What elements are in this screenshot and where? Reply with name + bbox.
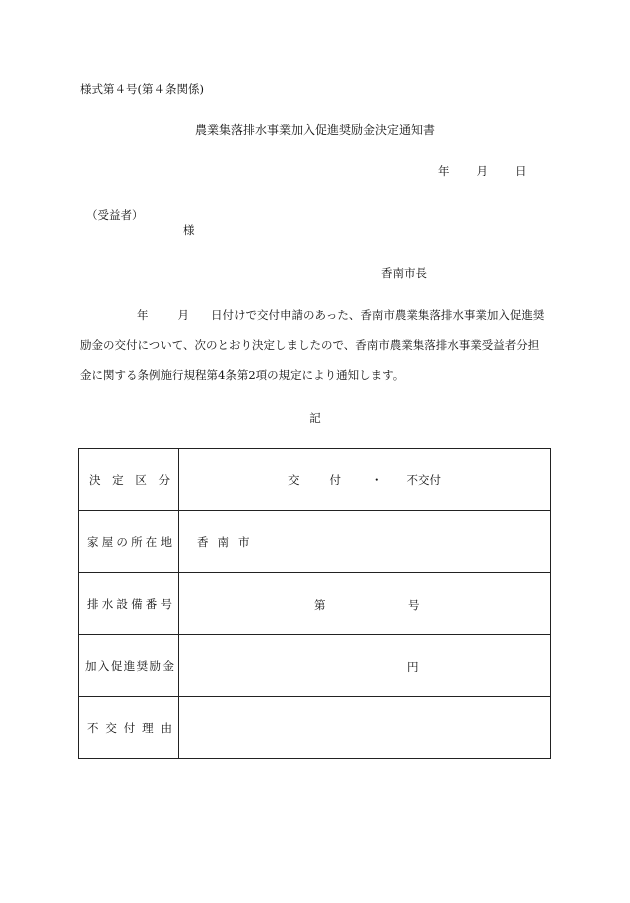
form-number-label: 様式第４号(第４条関係) [80,82,204,96]
document-title: 農業集落排水事業加入促進奨励金決定通知書 [194,123,435,137]
label-subsidy [79,635,179,697]
label-char: 在 [145,534,158,549]
label-equipment-number [79,573,179,635]
date-line [438,163,527,179]
body-line-3: 金に関する条例施行規程第4条第2項の規定により通知します。 [80,368,405,382]
recipient-label: （受益者） [86,208,144,222]
body-month: 月 [177,308,189,322]
separator-dot: ・ [371,472,383,487]
label-decision [79,449,179,511]
label-char: 排 [87,596,99,611]
ki-mark: 記 [309,411,321,425]
label-char: 促 [110,658,123,673]
label-go: 号 [408,598,420,612]
label-char: 屋 [101,534,114,549]
label-char: 奨 [136,658,149,673]
label-char: 由 [160,720,172,735]
label-char: 分 [158,472,170,487]
option-kofu-1: 交 [288,472,300,487]
label-char: 不 [87,720,99,735]
issuer-name: 香南市長 [381,266,427,280]
label-yen: 円 [407,660,419,674]
label-char: の [116,534,128,549]
date-month: 月 [476,164,488,178]
value-decision[interactable] [179,449,551,511]
label-dai: 第 [314,598,326,612]
table-row-equipment-number [79,573,551,635]
table-row-decision [79,449,551,511]
option-fukofu: 不交付 [406,472,441,487]
label-char: 家 [87,534,99,549]
label-char: 決 [89,472,101,487]
label-char: 励 [149,658,162,673]
label-char: 所 [131,534,143,549]
value-address[interactable]: 香南市 [179,511,551,573]
date-day: 日 [515,164,527,178]
value-subsidy[interactable] [179,635,551,697]
table-row-reason [79,697,551,759]
body-line-1 [137,307,544,323]
label-char: 号 [160,596,172,611]
label-char: 交 [105,720,117,735]
label-char: 付 [123,720,136,735]
label-char: 進 [123,658,136,673]
label-char: 地 [160,534,172,549]
body-year: 年 [137,308,149,322]
label-char: 定 [112,472,124,487]
table-row-subsidy [79,635,551,697]
label-address [79,511,179,573]
option-kofu-2: 付 [329,472,341,487]
body-line-1-text: 日付けで交付申請のあった、香南市農業集落排水事業加入促進奨 [211,308,545,322]
label-char: 区 [135,472,147,487]
date-year: 年 [438,164,450,178]
value-reason[interactable] [179,697,551,759]
label-char: 水 [101,596,114,611]
label-char: 加 [85,658,97,673]
label-char: 金 [162,658,174,673]
label-char: 備 [131,596,143,611]
label-char: 設 [116,596,128,611]
table-row-address [79,511,551,573]
label-reason [79,697,179,759]
honorific-sama: 様 [183,223,195,237]
label-char: 番 [145,596,158,611]
decision-table [78,448,551,759]
value-equipment-number[interactable] [179,573,551,635]
label-char: 入 [97,658,110,673]
label-char: 理 [142,720,154,735]
body-line-2: 励金の交付について、次のとおり決定しましたので、香南市農業集落排水事業受益者分担 [80,338,540,352]
